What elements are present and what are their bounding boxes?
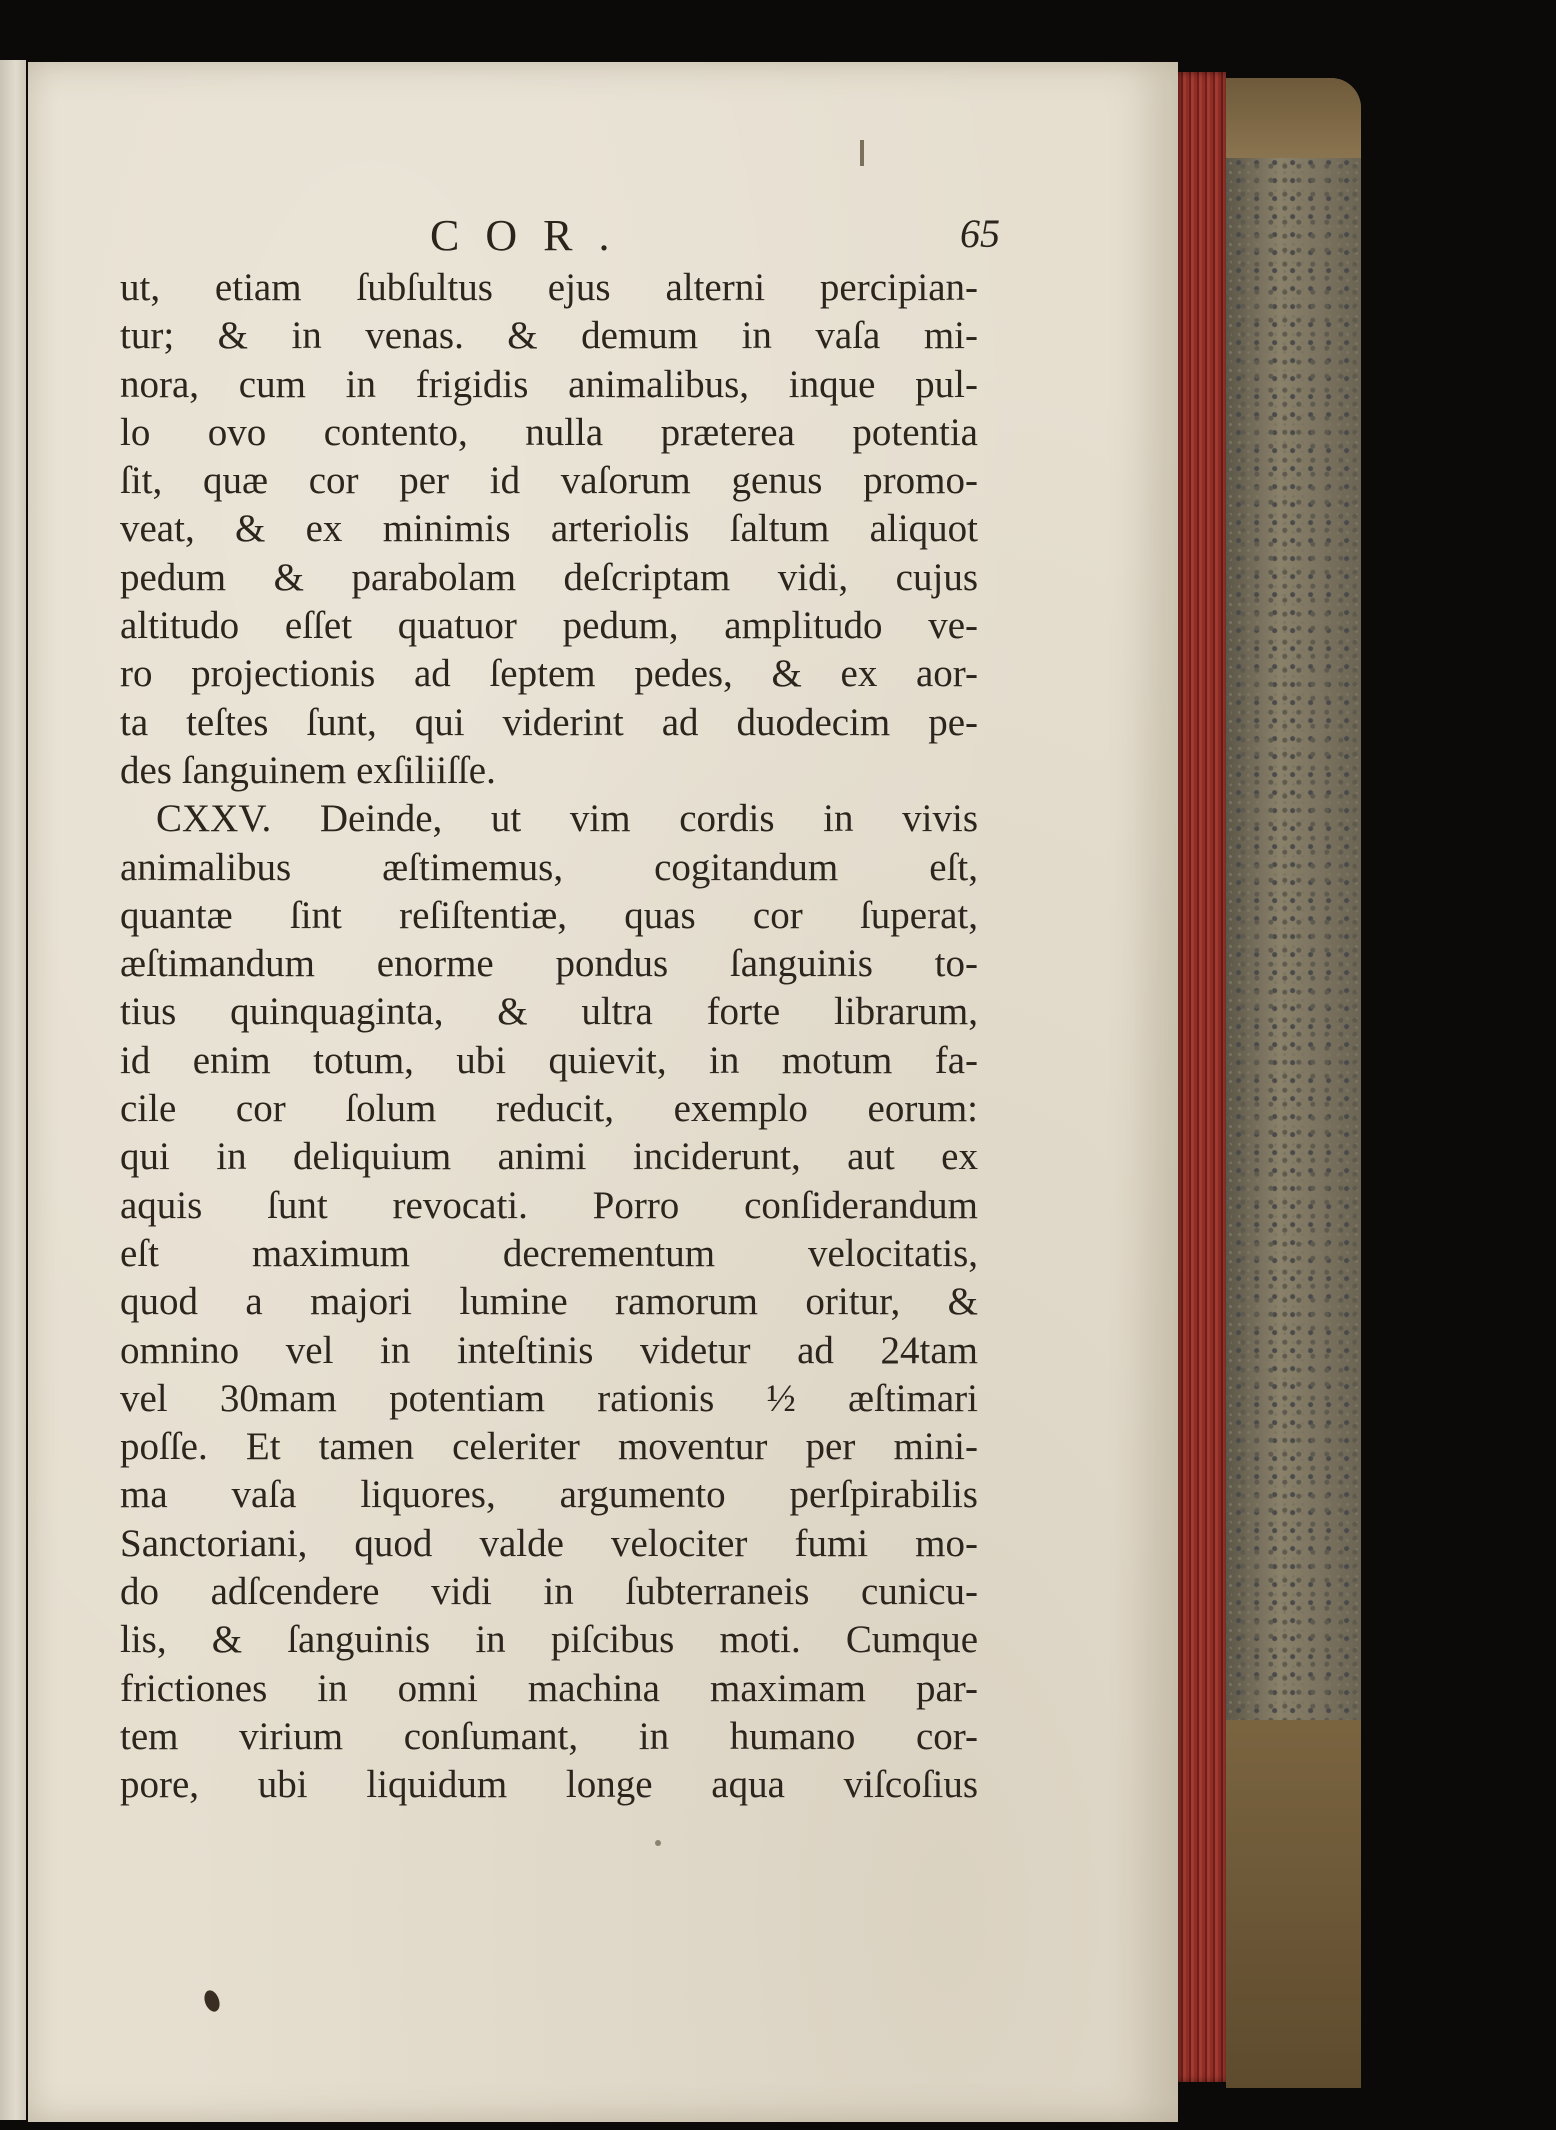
text-line: ſit, quæ cor per id vaſorum genus promo-: [120, 459, 978, 503]
running-head: COR.: [430, 211, 636, 260]
text-line: pore, ubi liquidum longe aqua viſcoſius: [120, 1763, 978, 1807]
left-page-edge: [0, 60, 26, 2120]
text-line: Sanctoriani, quod valde velociter fumi mo-: [120, 1521, 978, 1565]
text-line: do adſcendere vidi in ſubterraneis cunicu-: [120, 1570, 978, 1614]
text-line: nora, cum in frigidis animalibus, inque pul-: [120, 362, 978, 406]
page-block-red-edge: [1178, 72, 1226, 2082]
text-line: ta teſtes ſunt, qui viderint ad duodecim pe-: [120, 700, 978, 744]
text-line: æſtimandum enorme pondus ſanguinis to-: [120, 942, 978, 986]
page-number: 65: [960, 211, 1000, 256]
text-line: quod a majori lumine ramorum oritur, &: [120, 1280, 978, 1324]
text-line: quantæ ſint reſiſtentiæ, quas cor ſuperat,: [120, 893, 978, 937]
text-line: omnino vel in inteſtinis videtur ad 24tam: [120, 1328, 978, 1372]
ink-dot: [655, 1840, 661, 1846]
text-line: ro projectionis ad ſeptem pedes, & ex aor-: [120, 652, 978, 696]
text-line: lis, & ſanguinis in piſcibus moti. Cumque: [120, 1618, 978, 1662]
page-header: [130, 210, 1000, 270]
text-line: tius quinquaginta, & ultra forte librarum,: [120, 990, 978, 1034]
text-line: frictiones in omni machina maximam par-: [120, 1666, 978, 1710]
text-line: lo ovo contento, nulla præterea potentia: [120, 410, 978, 454]
text-line: veat, & ex minimis arteriolis ſaltum aliquot: [120, 507, 978, 551]
text-line: cile cor ſolum reducit, exemplo eorum:: [120, 1087, 978, 1131]
ink-mark: [860, 140, 864, 166]
text-line: qui in deliquium animi inciderunt, aut ex: [120, 1135, 978, 1179]
cover-leather-corner-bottom: [1226, 1720, 1361, 2088]
text-line: ma vaſa liquores, argumento perſpirabilis: [120, 1473, 978, 1517]
section-heading-line: CXXV. Deinde, ut vim cordis in vivis: [156, 797, 978, 841]
text-line: ut, etiam ſubſultus ejus alterni percipian-: [120, 266, 978, 309]
body-text: [120, 264, 978, 1810]
cover-leather-corner-top: [1226, 78, 1361, 158]
text-line: eſt maximum decrementum velocitatis,: [120, 1231, 978, 1275]
text-line: tur; & in venas. & demum in vaſa mi-: [120, 314, 978, 358]
text-line: altitudo eſſet quatuor pedum, amplitudo ve-: [120, 604, 978, 648]
text-line: id enim totum, ubi quievit, in motum fa-: [120, 1038, 978, 1082]
text-line: poſſe. Et tamen celeriter moventur per mini-: [120, 1425, 978, 1469]
text-line: vel 30mam potentiam rationis ½ æſtimari: [120, 1376, 978, 1420]
text-line: des ſanguinem exſiliiſſe.: [120, 748, 496, 792]
text-line: pedum & parabolam deſcriptam vidi, cujus: [120, 555, 978, 599]
text-line: tem virium conſumant, in humano cor-: [120, 1714, 978, 1758]
text-line: animalibus æſtimemus, cogitandum eſt,: [120, 845, 978, 889]
text-line: aquis ſunt revocati. Porro conſiderandum: [120, 1183, 978, 1227]
